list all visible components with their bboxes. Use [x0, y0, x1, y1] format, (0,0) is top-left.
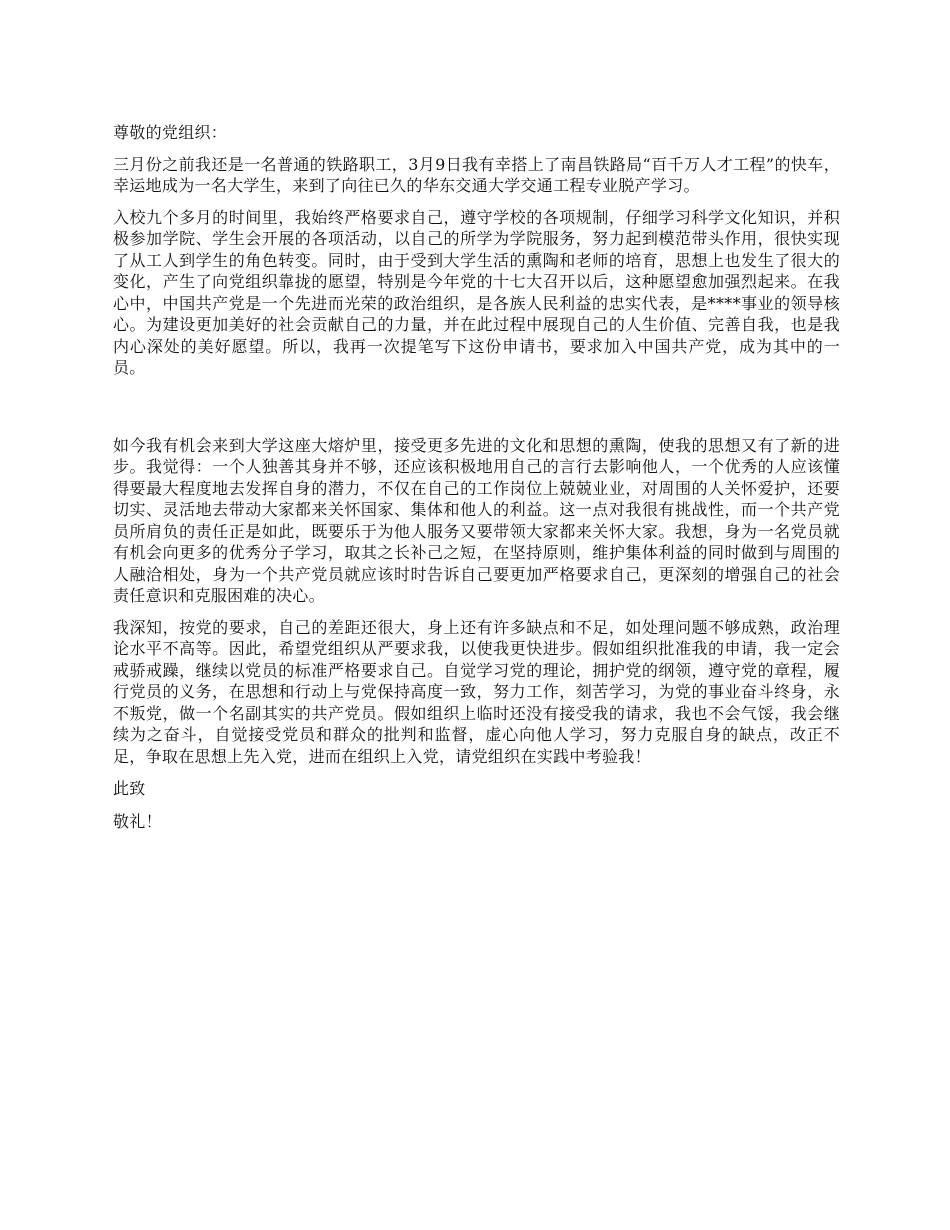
- letter-closing-salutation: 此致: [113, 779, 146, 798]
- letter-closing-respect: 敬礼！: [113, 811, 162, 831]
- letter-paragraph-4: 我深知，按党的要求，自己的差距还很大，身上还有许多缺点和不足，如处理问题不够成熟，政治理论水平不高等。因此，希望党组织从严要求我，以使我更快进步。假如组织批准我的申请，我一定会戒骄戒躁，继续以党员的标准严格要求自己。自觉学习党的理论，拥护党的纲领，遵守党的章程，履行党员的义务，在思想和行动上与党保持高度一致，努力工作，刻苦学习，为党的事业奋斗终身，永不叛党，做一个名副其实的共产党员。假如组织上临时还没有接受我的请求，我也不会气馁，我会继续为之奋斗，自觉接受党员和群众的批判和监督，虚心向他人学习，努力克服自身的缺点，改正不足，争取在思想上先入党，进而在组织上入党，请党组织在实践中考验我！: [113, 617, 840, 766]
- letter-greeting: 尊敬的党组织：: [113, 123, 228, 142]
- letter-paragraph-2: 入校九个多月的时间里，我始终严格要求自己，遵守学校的各项规制，仔细学习科学文化知识，并积极参加学院、学生会开展的各项活动，以自己的所学为学院服务，努力起到模范带头作用，很快实现了从工人到学生的角色转变。同时，由于受到大学生活的熏陶和老师的培育，思想上也发生了很大的变化，产生了向党组织靠拢的愿望，特别是今年党的十七大召开以后，这种愿望愈加强烈起来。在我心中，中国共产党是一个先进而光荣的政治组织，是各族人民利益的忠实代表，是****事业的领导核心。为建设更加美好的社会贡献自己的力量，并在此过程中展现自己的人生价值、完善自我，也是我内心深处的美好愿望。所以，我再一次提笔写下这份申请书，要求加入中国共产党，成为其中的一员。: [113, 207, 840, 377]
- letter-paragraph-3: 如今我有机会来到大学这座大熔炉里，接受更多先进的文化和思想的熏陶，使我的思想又有了新的进步。我觉得：一个人独善其身并不够，还应该积极地用自己的言行去影响他人，一个优秀的人应该懂得要最大程度地去发挥自身的潜力，不仅在自己的工作岗位上兢兢业业，对周围的人关怀爱护，还要切实、灵活地去带动大家都来关怀国家、集体和他人的利益。这一点对我很有挑战性，而一个共产党员所肩负的责任正是如此，既要乐于为他人服务又要带领大家都来关怀大家。我想，身为一名党员就有机会向更多的优秀分子学习，取其之长补己之短，在坚持原则，维护集体利益的同时做到与周围的人融洽相处，身为一个共产党员就应该时时告诉自己要更加严格要求自己，更深刻的增强自己的社会责任意识和克服困难的决心。: [113, 435, 840, 605]
- letter-paragraph-1: 三月份之前我还是一名普通的铁路职工，3月9日我有幸搭上了南昌铁路局“百千万人才工程”的快车，幸运地成为一名大学生，来到了向往已久的华东交通大学交通工程专业脱产学习。: [113, 154, 840, 195]
